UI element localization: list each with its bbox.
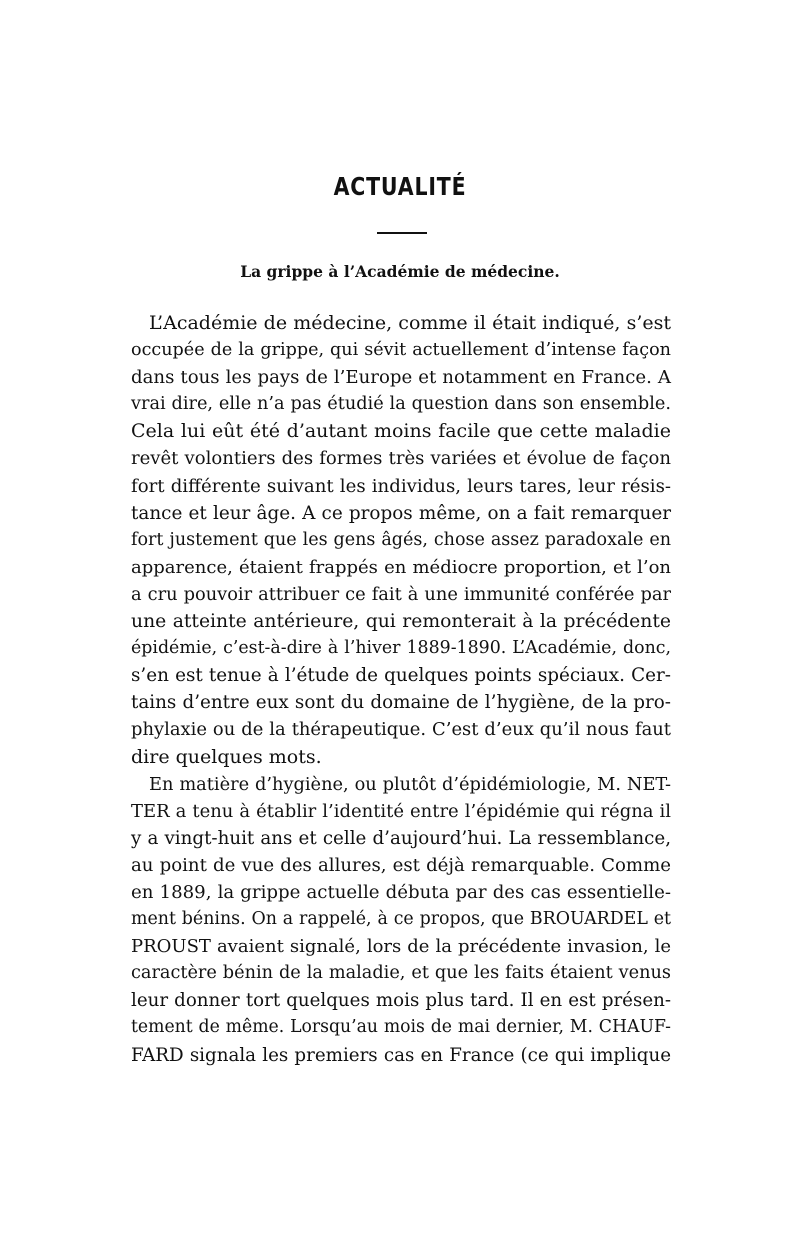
text-line: PROUST avaient signalé, lors de la précédente invasion, le: [131, 936, 671, 958]
text-line: phylaxie ou de la thérapeutique. C’est d’eux qu’il nous faut: [131, 719, 671, 741]
text-line: en 1889, la grippe actuelle débuta par des cas essentielle-: [131, 881, 671, 903]
text-line: ment bénins. On a rappelé, à ce propos, que BROUARDEL et: [131, 909, 671, 930]
text-line: tement de même. Lorsqu’au mois de mai dernier, M. CHAUF-: [131, 1017, 671, 1038]
text-line: tains d’entre eux sont du domaine de l’hygiène, de la pro-: [131, 692, 671, 714]
text-line: fort différente suivant les individus, leurs tares, leur résis-: [131, 475, 671, 497]
text-line: a cru pouvoir attribuer ce fait à une immunité conférée par: [131, 583, 671, 605]
text-line: au point de vue des allures, est déjà remarquable. Comme: [131, 854, 671, 876]
text-line: s’en est tenue à l’étude de quelques points spéciaux. Cer-: [131, 665, 671, 687]
page-title: ACTUALITÉ: [333, 172, 467, 201]
text-line: tance et leur âge. A ce propos même, on a fait remarquer: [131, 502, 671, 524]
text-line: L’Académie de médecine, comme il était indiqué, s’est: [149, 312, 671, 334]
text-line: une atteinte antérieure, qui remonterait à la précédente: [131, 611, 671, 633]
text-line: apparence, étaient frappés en médiocre proportion, et l’on: [131, 556, 671, 578]
title-divider: [377, 232, 427, 234]
text-line: leur donner tort quelques mois plus tard. Il en est présen-: [131, 990, 671, 1012]
text-line: épidémie, c’est-à-dire à l’hiver 1889-1890. L’Académie, donc,: [131, 638, 671, 659]
text-line: occupée de la grippe, qui sévit actuellement d’intense façon: [131, 340, 671, 361]
text-line: y a vingt-huit ans et celle d’aujourd’hui. La ressemblance,: [131, 827, 671, 849]
article-body: [131, 310, 671, 1069]
text-line: FARD signala les premiers cas en France (ce qui implique: [131, 1044, 671, 1066]
text-line: caractère bénin de la maladie, et que les faits étaient venus: [131, 963, 671, 984]
text-line: vrai dire, elle n’a pas étudié la question dans son ensemble.: [131, 394, 671, 415]
text-line: fort justement que les gens âgés, chose assez paradoxale en: [131, 529, 671, 550]
text-line: dans tous les pays de l’Europe et notamment en France. A: [131, 367, 671, 389]
text-line: dire quelques mots.: [131, 745, 322, 768]
text-line: Cela lui eût été d’autant moins facile que cette maladie: [131, 420, 671, 443]
text-line: TER a tenu à établir l’identité entre l’épidémie qui régna il: [131, 800, 671, 822]
section-heading: La grippe à l’Académie de médecine.: [240, 262, 560, 281]
text-line: revêt volontiers des formes très variées et évolue de façon: [131, 448, 671, 470]
text-line: En matière d’hygiène, ou plutôt d’épidémiologie, M. NET-: [149, 773, 671, 795]
